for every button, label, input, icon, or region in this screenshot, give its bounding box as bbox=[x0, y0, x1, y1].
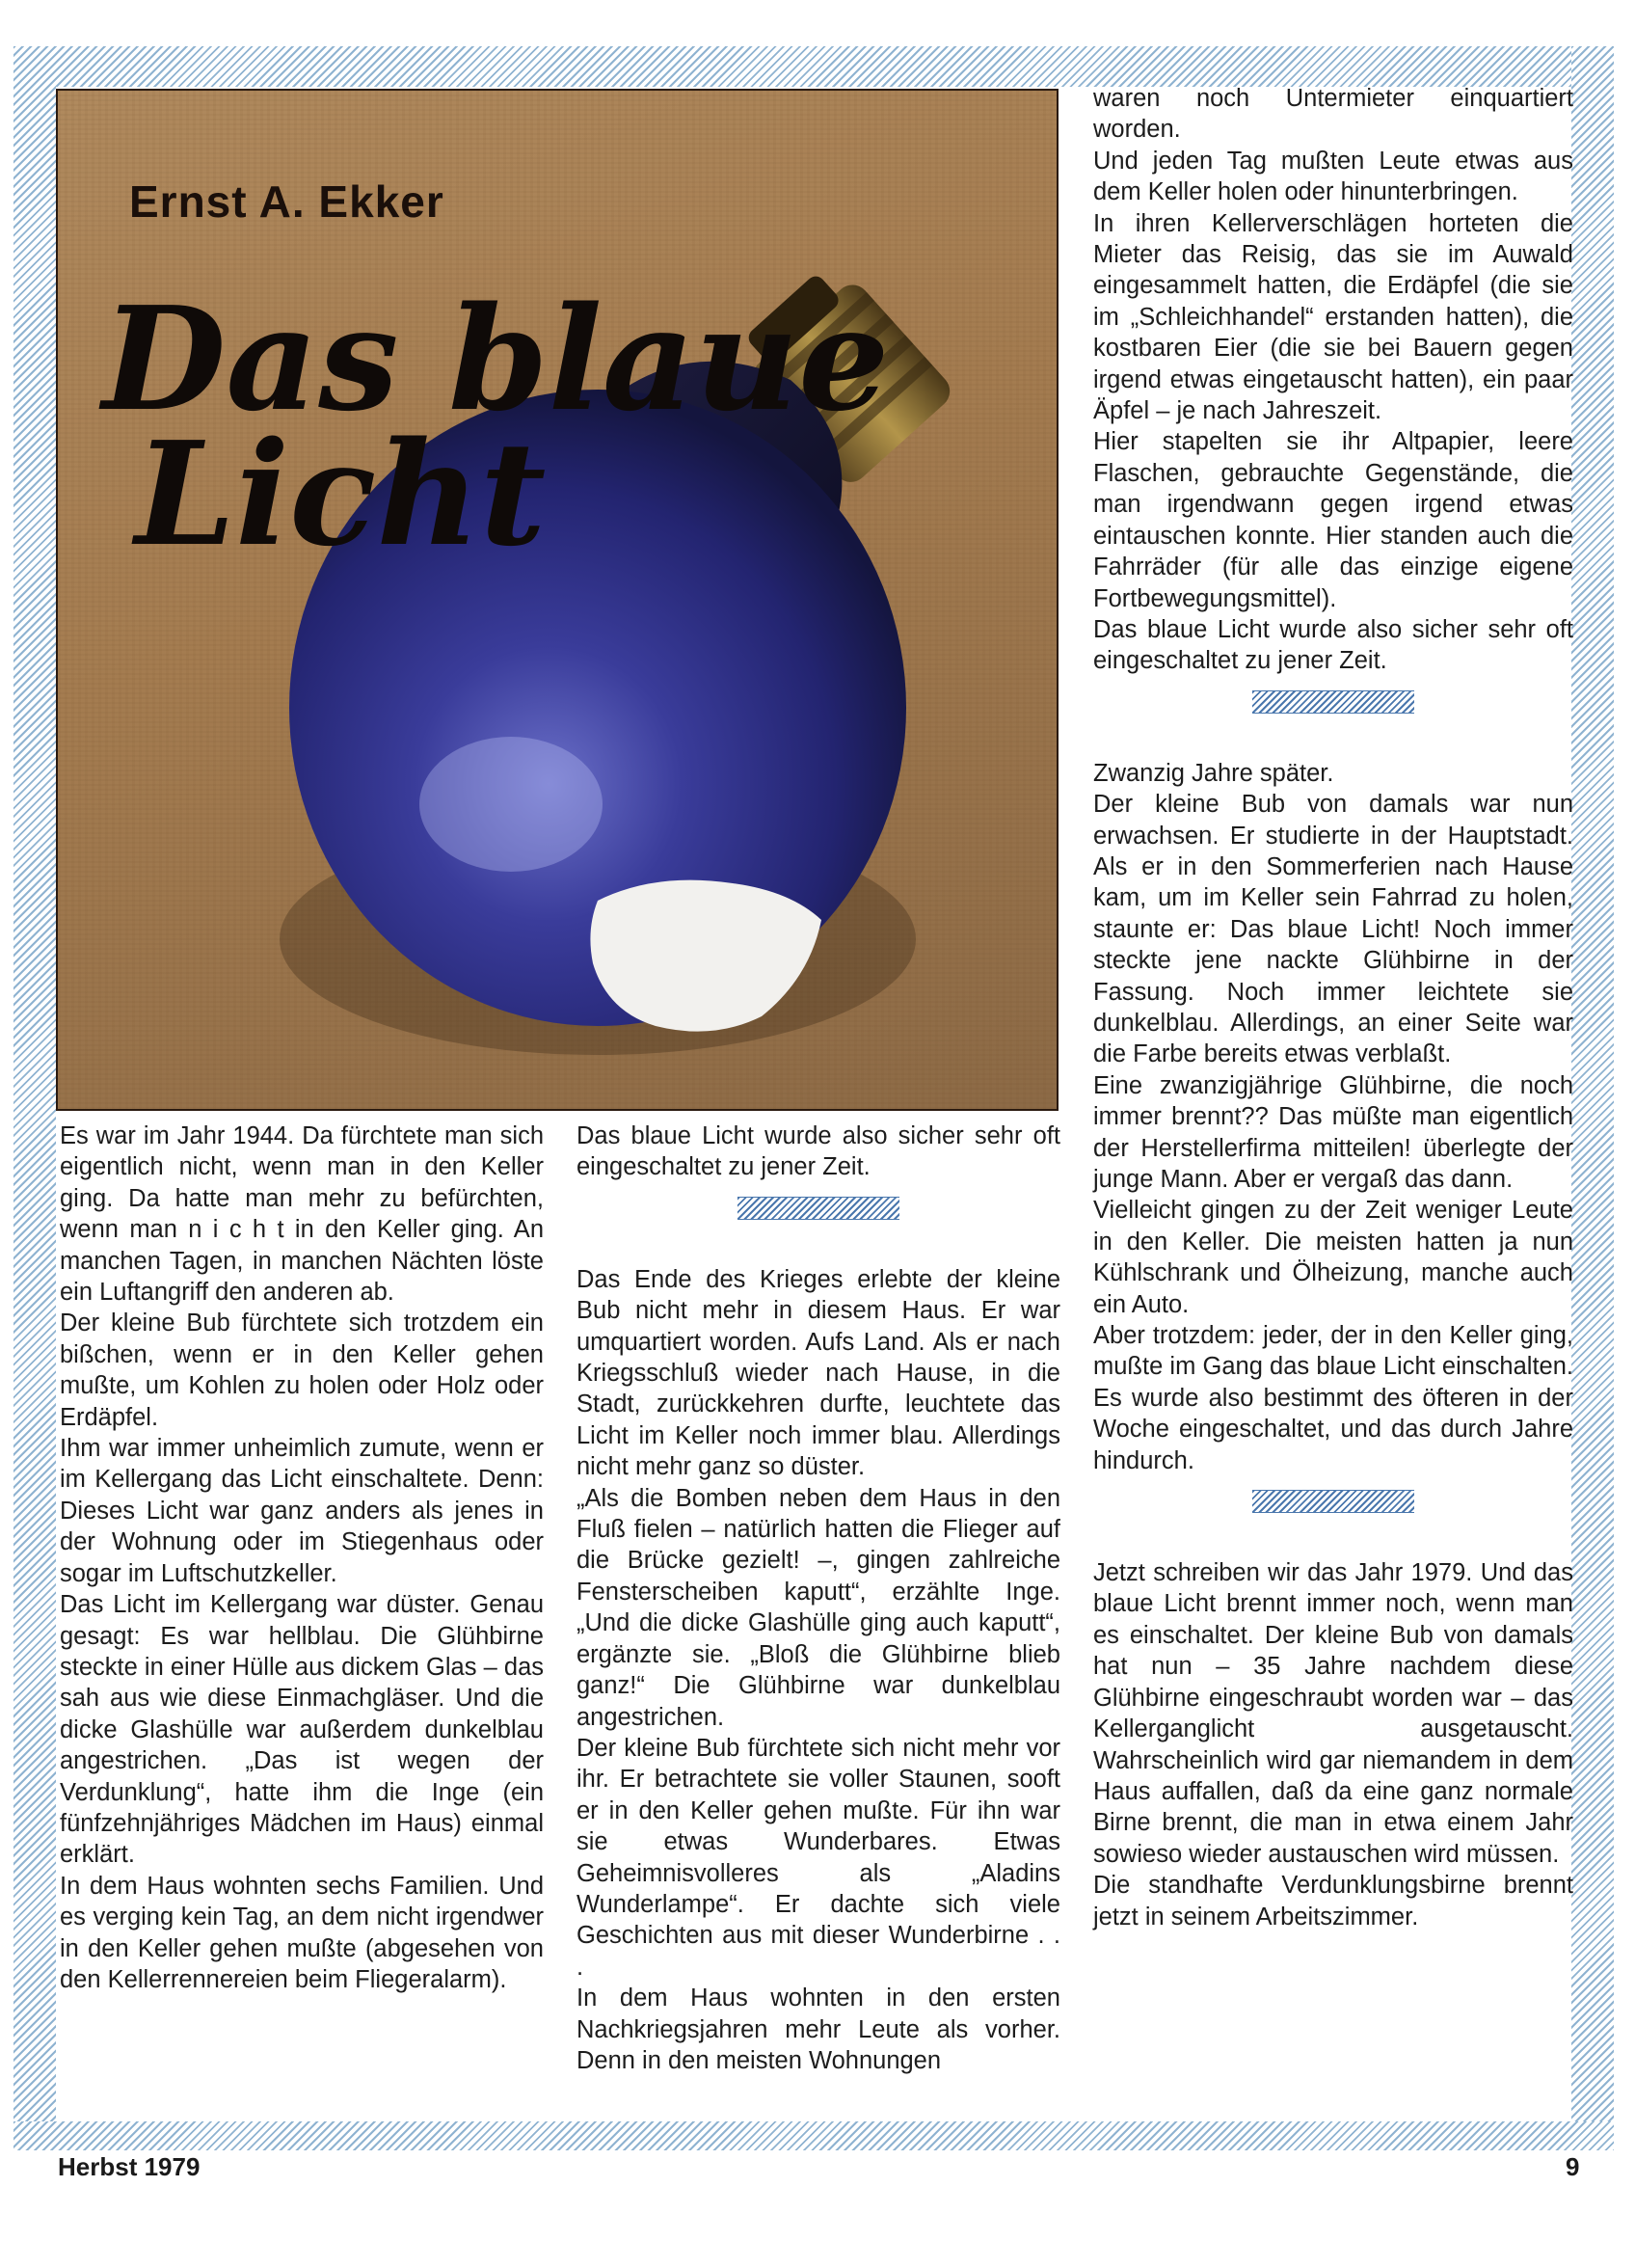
paragraph: Eine zwanzigjährige Glühbirne, die noch immer brennt?? Das müßte man eigentlich der Herstellerfirma mitteilen! überlegte der junge Mann. Aber er vergaß das dann. bbox=[1093, 1071, 1573, 1193]
decorative-frame-right bbox=[1571, 46, 1614, 2148]
section-separator bbox=[1252, 690, 1414, 714]
paragraph: Hier stapelten sie ihr Altpapier, leere Flaschen, gebrauchte Gegenstände, die man irgendwann gegen irgend etwas eintauschen konnte. Hier standen auch die Fahrräder (für alle das einzige eigene Fortbewegungsmittel). bbox=[1093, 428, 1573, 612]
paragraph: Der kleine Bub von damals war nun erwachsen. Er studierte in der Hauptstadt. Als er in den Sommerferien nach Hause kam, um im Keller sein Fahrrad zu holen, staunte er: Das blaue Licht! Noch immer steckte jene nackte Glühbirne in der Fassung. Noch immer leichtete sie dunkelblau. Allerdings, an einer Seite war die Farbe bereits etwas verblaßt. bbox=[1093, 791, 1573, 1068]
paragraph: Es war im Jahr 1944. Da fürchtete man sich eigentlich nicht, wenn man in den Keller ging. Da hatte man mehr zu befürchten, wenn man n i c h t in den Keller ging. An manchen Tagen, in manchen Nächten löste ein Luftangriff den anderen ab. bbox=[60, 1122, 544, 1307]
paragraph: Das blaue Licht wurde also sicher sehr oft eingeschaltet zu jener Zeit. bbox=[1093, 615, 1573, 675]
paragraph: Das blaue Licht wurde also sicher sehr oft eingeschaltet zu jener Zeit. bbox=[576, 1122, 1060, 1181]
paragraph: „Als die Bomben neben dem Haus in den Fluß fielen – natürlich hatten die Flieger auf die Brücke gezielt! –, gingen zahlreiche Fensterscheiben kaputt“, erzählte Inge. „Und die dicke Glashülle ging auch kaputt“, ergänzte sie. „Bloß die Glühbirne blieb ganz!“ Die Glühbirne war dunkelblau angestrichen. bbox=[576, 1484, 1060, 1731]
decorative-frame-left bbox=[13, 46, 56, 2148]
section-separator bbox=[1252, 1490, 1414, 1513]
paragraph: Das Licht im Kellergang war düster. Genau gesagt: Es war hellblau. Die Glühbirne steckte in einer Hülle aus dickem Glas – das sah aus wie diese Einmachgläser. Und die dicke Glashülle war außerdem dunkelblau angestrichen. „Das ist wegen der Verdunklung“, hatte ihm die Inge (ein fünfzehnjähriges Mädchen im Haus) einmal erklärt. bbox=[60, 1591, 544, 1869]
paragraph: In dem Haus wohnten in den ersten Nachkriegsjahren mehr Leute als vorher. Denn in den meisten Wohnungen bbox=[576, 1984, 1060, 2074]
paragraph: Vielleicht gingen zu der Zeit weniger Leute in den Keller. Die meisten hatten ja nun Kühlschrank und Ölheizung, manche auch ein Auto. bbox=[1093, 1197, 1573, 1318]
handwritten-title bbox=[58, 91, 1057, 1109]
text-column-3 bbox=[1093, 83, 1573, 1932]
issue-label: Herbst 1979 bbox=[58, 2152, 201, 2181]
text-column-1 bbox=[60, 1120, 544, 1995]
paragraph: Und jeden Tag mußten Leute etwas aus dem Keller holen oder hinunterbringen. bbox=[1093, 147, 1573, 206]
text-column-2 bbox=[576, 1120, 1060, 2076]
section-separator bbox=[737, 1197, 899, 1220]
title-line-1: Das blaue bbox=[102, 275, 890, 443]
paragraph: Aber trotzdem: jeder, der in den Keller ging, mußte im Gang das blaue Licht einschalten. Es wurde also bestimmt des öfteren in der Woche eingeschaltet, und das durch Jahre hindurch. bbox=[1093, 1322, 1573, 1474]
paragraph: Der kleine Bub fürchtete sich nicht mehr vor ihr. Er betrachtete sie voller Staunen, sooft er in den Keller gehen mußte. Für ihn war sie etwas Wunderbares. Etwas Geheimnisvolleres als „Aladins Wunderlampe“. Er dachte sich viele Geschichten aus mit dieser Wunderbirne . . . bbox=[576, 1734, 1060, 1981]
paragraph: Zwanzig Jahre später. bbox=[1093, 759, 1334, 787]
paragraph: Der kleine Bub fürchtete sich trotzdem ein bißchen, wenn er in den Keller gehen mußte, um Kohlen zu holen oder Holz oder Erdäpfel. bbox=[60, 1310, 544, 1431]
decorative-frame-bottom bbox=[13, 2121, 1614, 2150]
article-author: Ernst A. Ekker bbox=[129, 176, 444, 227]
paragraph: In ihren Kellerverschlägen horteten die Mieter das Reisig, das sie im Auwald eingesammelt hatten, die Erdäpfel (die sie im „Schleichhandel“ erstanden hatten), die kostbaren Eier (die sie bei Bauern gegen irgend etwas eingetauscht hatten), ein paar Äpfel – je nach Jahreszeit. bbox=[1093, 209, 1573, 425]
decorative-frame-top bbox=[13, 46, 1614, 87]
paragraph: Ihm war immer unheimlich zumute, wenn er im Kellergang das Licht einschaltete. Denn: Dieses Licht war ganz anders als jenes in der Wohnung oder im Stiegenhaus oder sogar im Luftschutzkeller. bbox=[60, 1435, 544, 1587]
paragraph: Jetzt schreiben wir das Jahr 1979. Und das blaue Licht brennt immer noch, wenn man es einschaltet. Der kleine Bub von damals hat nun – 35 Jahre nachdem diese Glühbirne eingeschraubt worden war – das Kellerganglicht ausgetauscht. Wahrscheinlich wird gar niemandem in dem Haus auffallen, daß da eine ganz normale Birne brennt, die man in etwa einem Jahr sowieso wieder austauschen wird müssen. bbox=[1093, 1559, 1573, 1868]
paragraph: Die standhafte Verdunklungsbirne brennt jetzt in seinem Arbeitszimmer. bbox=[1093, 1872, 1573, 1930]
page-number: 9 bbox=[1566, 2152, 1580, 2181]
hero-photo bbox=[56, 89, 1059, 1111]
paragraph: In dem Haus wohnten sechs Familien. Und es verging kein Tag, an dem nicht irgendwer in den Keller gehen mußte (abgesehen von den Kellerrennereien beim Fliegeralarm). bbox=[60, 1872, 544, 1993]
paragraph: waren noch Untermieter einquartiert worden. bbox=[1093, 85, 1573, 144]
title-line-2: Licht bbox=[135, 410, 547, 578]
paragraph: Das Ende des Krieges erlebte der kleine Bub nicht mehr in diesem Haus. Er war umquartiert worden. Aufs Land. Als er nach Kriegsschluß wieder nach Hause, in die Stadt, zurückkehren durfte, leuchtete das Licht im Keller noch immer blau. Allerdings nicht mehr ganz so düster. bbox=[576, 1265, 1060, 1481]
